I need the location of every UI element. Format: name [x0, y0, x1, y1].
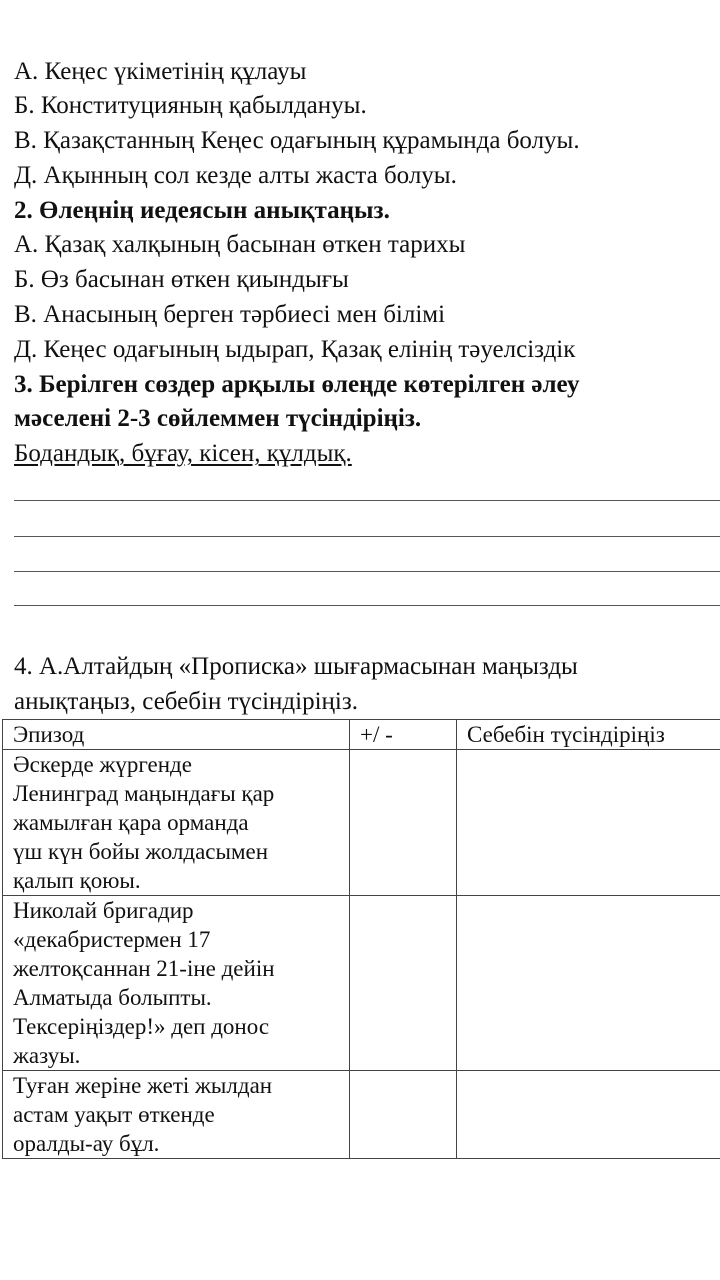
episode-text-line: үш күн бойы жолдасымен — [13, 839, 269, 864]
episode-cell — [3, 750, 350, 896]
episode-text-line: жазуы. — [13, 1043, 81, 1068]
answer-line[interactable] — [14, 571, 720, 572]
q4-question-line2: анықтаңыз, себебін түсіндіріңіз. — [14, 688, 358, 715]
episode-text-line: Николай бригадир — [13, 898, 194, 923]
q1-option-a: А. Кеңес үкіметінің құлауы — [14, 58, 307, 85]
q2-option-a: А. Қазақ халқының басынан өткен тарихы — [14, 231, 466, 258]
header-reason: Себебін түсіндіріңіз — [457, 720, 720, 750]
header-plus-minus: +/ - — [350, 720, 457, 750]
answer-line[interactable] — [14, 536, 720, 537]
q2-option-d: Д. Кеңес одағының ыдырап, Қазақ елінің тәуелсіздік — [14, 336, 576, 363]
q1-option-b: Б. Конституцияның қабылдануы. — [14, 92, 367, 119]
episode-cell — [3, 1071, 350, 1159]
episode-text-line: жамылған қара орманда — [13, 810, 249, 835]
episode-text-line: Туған жеріне жеті жылдан — [13, 1073, 273, 1098]
q1-option-c: В. Қазақстанның Кеңес одағының құрамында болуы. — [14, 127, 580, 154]
header-episode: Эпизод — [3, 720, 350, 750]
q1-option-d: Д. Ақынның сол кезде алты жаста болуы. — [14, 162, 457, 189]
plus-minus-cell[interactable] — [350, 896, 457, 1071]
answer-line[interactable] — [14, 500, 720, 501]
plus-minus-cell[interactable] — [350, 1071, 457, 1159]
q2-option-c: В. Анасының берген тәрбиесі мен білімі — [14, 301, 446, 328]
episode-table — [2, 719, 720, 1159]
episode-text-line: желтоқсаннан 21-іне дейін — [13, 956, 275, 981]
episode-text-line: Алматыда болыпты. — [13, 985, 212, 1010]
episode-text-line: оралды-ау бұл. — [13, 1131, 160, 1156]
q3-question-line2: мәселені 2-3 сөйлеммен түсіндіріңіз. — [14, 405, 422, 432]
episode-cell — [3, 896, 350, 1071]
episode-text-line: «декабристермен 17 — [13, 927, 211, 952]
q4-question-line1: 4. А.Алтайдың «Прописка» шығармасынан маңызды — [14, 653, 578, 680]
table-row — [3, 896, 720, 1071]
answer-line[interactable] — [14, 605, 720, 606]
plus-minus-cell[interactable] — [350, 750, 457, 896]
table-row — [3, 750, 720, 896]
episode-text-line: Ленинград маңындағы қар — [13, 781, 275, 806]
reason-cell[interactable] — [457, 1071, 720, 1159]
table-header-row — [3, 720, 720, 750]
episode-text-line: Тексеріңіздер!» деп донос — [13, 1014, 270, 1039]
table-row — [3, 1071, 720, 1159]
episode-text-line: Әскерде жүргенде — [13, 752, 192, 777]
episode-text-line: астам уақыт өткенде — [13, 1102, 215, 1127]
reason-cell[interactable] — [457, 896, 720, 1071]
q2-question: 2. Өлеңнің иедеясын анықтаңыз. — [14, 197, 390, 224]
reason-cell[interactable] — [457, 750, 720, 896]
q3-keywords: Бодандық, бұғау, кісен, құлдық. — [14, 440, 352, 467]
q2-option-b: Б. Өз басынан өткен қиындығы — [14, 266, 349, 293]
episode-text-line: қалып қоюы. — [13, 868, 141, 893]
q3-question-line1: 3. Берілген сөздер арқылы өлеңде көтерілген әлеу — [14, 371, 580, 398]
